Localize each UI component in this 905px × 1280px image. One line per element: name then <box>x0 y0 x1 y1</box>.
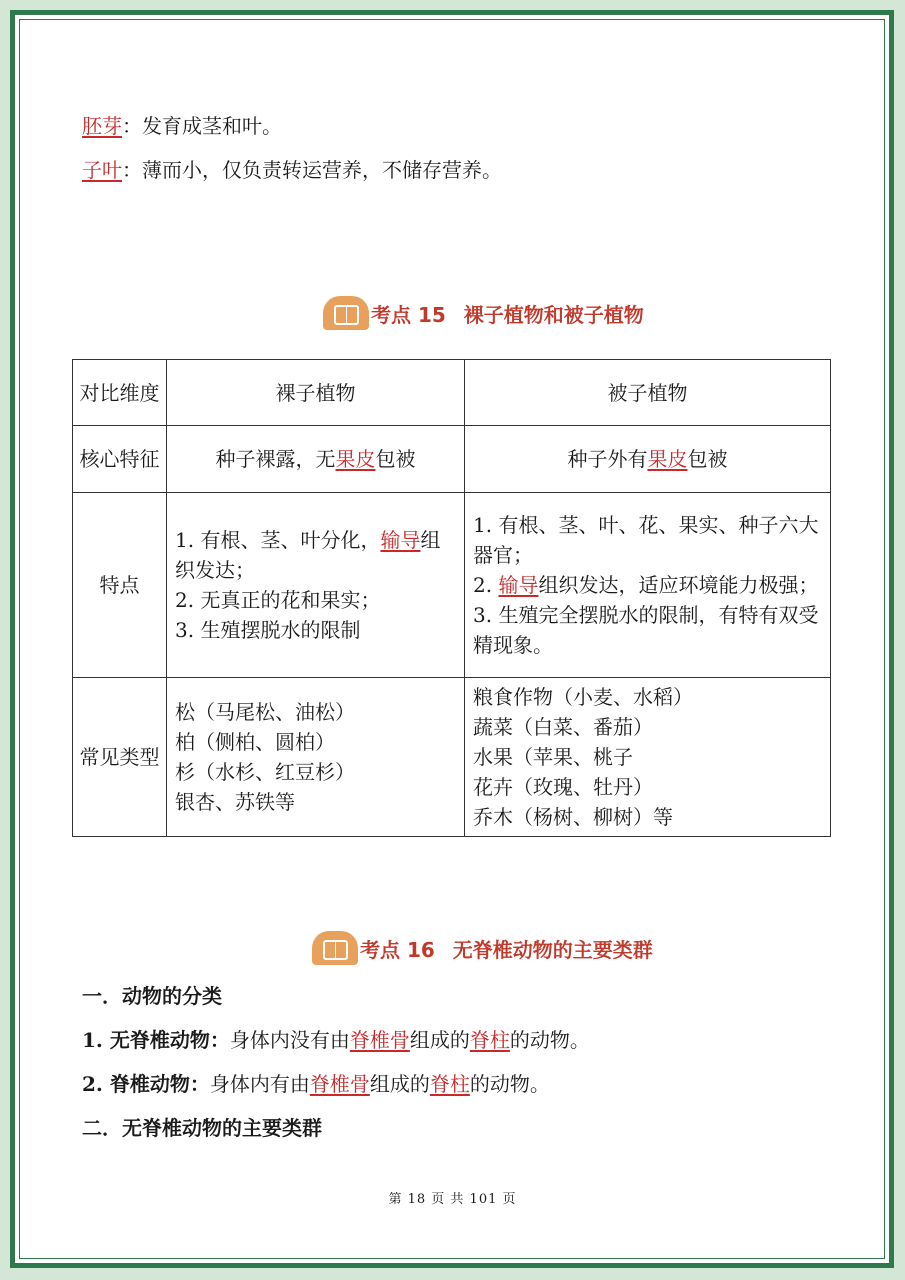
types-angiosperm <box>465 678 831 837</box>
table-row-core <box>73 426 831 493</box>
core-gym-term: 果皮 <box>335 447 376 471</box>
vertebrate-term-spine: 脊柱 <box>429 1072 470 1096</box>
core-ang-term: 果皮 <box>647 447 688 471</box>
invertebrate-label: 1. 无脊椎动物： <box>82 1028 230 1052</box>
header-dimension: 对比维度 <box>73 360 167 426</box>
open-book-icon <box>323 296 369 330</box>
vertebrate-term-vertebra: 脊椎骨 <box>309 1072 370 1096</box>
embryo-text: ：发育成茎和叶。 <box>122 114 282 138</box>
subheading-invertebrate-groups: 二．无脊椎动物的主要类群 <box>82 1116 322 1140</box>
table-row-features <box>73 493 831 678</box>
section-16-heading <box>312 931 653 965</box>
invertebrate-term-vertebra: 脊椎骨 <box>349 1028 410 1052</box>
page-number-footer: 第 18 页 共 101 页 <box>388 1192 517 1207</box>
features-ang-2-text: 2. <box>473 573 499 597</box>
types-label: 常见类型 <box>73 678 167 837</box>
section-15-title: 裸子植物和被子植物 <box>463 302 644 327</box>
features-gym-item-2: 2. 无真正的花和果实； <box>175 588 381 612</box>
header-gymnosperm: 裸子植物 <box>167 360 465 426</box>
types-gym-item: 松（马尾松、油松） <box>175 700 355 724</box>
features-angiosperm <box>465 493 831 678</box>
vertebrate-definition <box>82 1070 550 1098</box>
core-ang-text: 种子外有 <box>567 447 648 471</box>
invertebrate-text-b: 组成的 <box>409 1028 470 1052</box>
vertebrate-text-a: 身体内有由 <box>209 1072 310 1096</box>
vertebrate-label: 2. 脊椎动物： <box>82 1072 210 1096</box>
types-ang-item: 乔木（杨树、柳树）等 <box>473 805 673 829</box>
features-ang-item-2 <box>473 570 822 600</box>
embryo-line <box>82 112 282 140</box>
table-row-types <box>73 678 831 837</box>
features-ang-item-1: 1. 有根、茎、叶、花、果实、种子六大器官； <box>473 513 819 567</box>
core-gymnosperm <box>167 426 465 493</box>
features-gym-1-term: 输导 <box>380 528 421 552</box>
invertebrate-text-c: 的动物。 <box>509 1028 590 1052</box>
subheading-animal-classification: 一．动物的分类 <box>82 984 222 1008</box>
section-16-title: 无脊椎动物的主要类群 <box>452 937 653 962</box>
types-ang-item: 水果（苹果、桃子 <box>473 745 633 769</box>
core-gym-text: 种子裸露，无 <box>215 447 336 471</box>
types-ang-item: 蔬菜（白菜、番茄） <box>473 715 653 739</box>
types-ang-item: 花卉（玫瑰、牡丹） <box>473 775 653 799</box>
features-ang-2-text-end: 组织发达，适应环境能力极强； <box>538 573 819 597</box>
features-gym-1-text-end: 组织发达； <box>175 528 441 582</box>
core-label: 核心特征 <box>73 426 167 493</box>
types-gymnosperm <box>167 678 465 837</box>
cotyledon-term: 子叶 <box>82 158 122 182</box>
types-gym-item: 杉（水杉、红豆杉） <box>175 760 355 784</box>
invertebrate-term-spine: 脊柱 <box>469 1028 510 1052</box>
comparison-table <box>72 359 831 837</box>
vertebrate-text-b: 组成的 <box>369 1072 430 1096</box>
features-gym-item-3: 3. 生殖摆脱水的限制 <box>175 618 361 642</box>
section-15-number: 考点 15 <box>371 302 446 327</box>
table-header-row <box>73 360 831 426</box>
invertebrate-definition <box>82 1026 590 1054</box>
core-gym-text-end: 包被 <box>375 447 416 471</box>
features-gymnosperm <box>167 493 465 678</box>
types-gym-item: 银杏、苏铁等 <box>175 790 295 814</box>
features-label: 特点 <box>73 493 167 678</box>
core-angiosperm <box>465 426 831 493</box>
features-gym-1-text: 1. 有根、茎、叶分化， <box>175 528 381 552</box>
vertebrate-text-c: 的动物。 <box>469 1072 550 1096</box>
open-book-icon <box>312 931 358 965</box>
section-15-heading <box>323 296 644 330</box>
embryo-term: 胚芽 <box>82 114 122 138</box>
section-16-number: 考点 16 <box>360 937 435 962</box>
types-ang-item: 粮食作物（小麦、水稻） <box>473 685 693 709</box>
cotyledon-line <box>82 156 502 184</box>
features-ang-2-term: 输导 <box>498 573 539 597</box>
core-ang-text-end: 包被 <box>687 447 728 471</box>
cotyledon-text: ：薄而小，仅负责转运营养，不储存营养。 <box>122 158 502 182</box>
types-gym-item: 柏（侧柏、圆柏） <box>175 730 335 754</box>
features-ang-item-3: 3. 生殖完全摆脱水的限制，有特有双受精现象。 <box>473 603 819 657</box>
invertebrate-text-a: 身体内没有由 <box>229 1028 350 1052</box>
features-gym-item-1 <box>175 525 456 585</box>
header-angiosperm: 被子植物 <box>465 360 831 426</box>
